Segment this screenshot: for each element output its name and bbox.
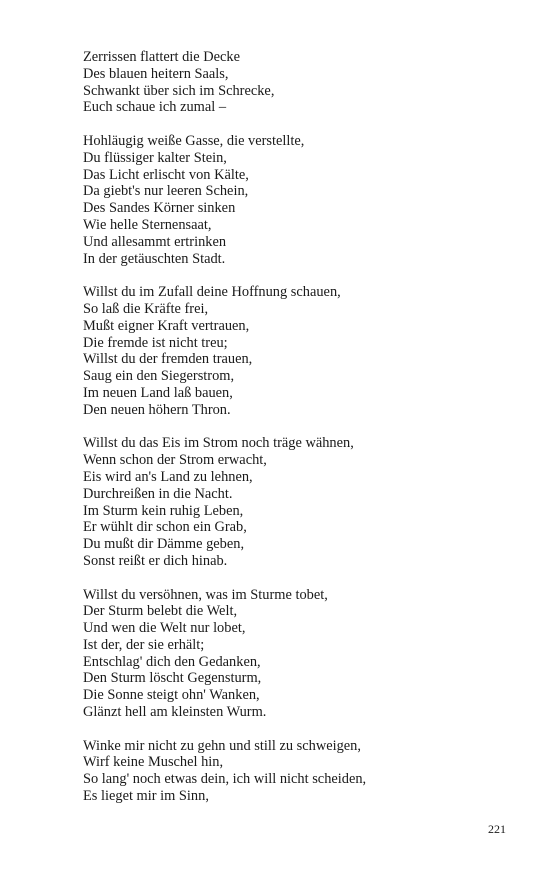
verse-line: Wirf keine Muschel hin, <box>83 754 224 771</box>
verse-line: Euch schaue ich zumal – <box>83 99 227 116</box>
verse-line: Glänzt hell am kleinsten Wurm. <box>83 704 267 721</box>
verse-line: Wenn schon der Strom erwacht, <box>83 452 267 469</box>
verse-line: Sonst reißt er dich hinab. <box>83 552 228 569</box>
verse-line: Den neuen höhern Thron. <box>83 401 231 418</box>
verse-line: Hohläugig weiße Gasse, die verstellte, <box>83 132 305 149</box>
verse-line: Den Sturm löscht Gegensturm, <box>83 670 262 687</box>
verse-line: Entschlag' dich den Gedanken, <box>83 653 261 670</box>
verse-line: Und allesammt ertrinken <box>83 233 227 250</box>
verse-line: Im neuen Land laß bauen, <box>83 384 233 401</box>
verse-line: Willst du versöhnen, was im Sturme tobet, <box>83 586 328 603</box>
poem-body <box>83 49 523 822</box>
verse-line: Des Sandes Körner sinken <box>83 200 236 217</box>
verse-line: Willst du im Zufall deine Hoffnung schauen, <box>83 284 341 301</box>
verse-line: Zerrissen flattert die Decke <box>83 49 241 65</box>
verse-line: In der getäuschten Stadt. <box>83 250 226 267</box>
stanza <box>83 738 523 805</box>
verse-line: Wie helle Sternensaat, <box>83 216 212 233</box>
verse-line: Des blauen heitern Saals, <box>83 65 229 82</box>
stanza <box>83 284 523 418</box>
verse-line: Du mußt dir Dämme geben, <box>83 536 245 553</box>
verse-line: So lang' noch etwas dein, ich will nicht scheiden, <box>83 771 367 788</box>
verse-line: Willst du der fremden trauen, <box>83 351 253 368</box>
verse-line: Ist der, der sie erhält; <box>83 636 205 653</box>
stanza <box>83 435 523 569</box>
verse-line: So laß die Kräfte frei, <box>83 300 209 317</box>
verse-line: Willst du das Eis im Strom noch träge wähnen, <box>83 435 354 452</box>
verse-line: Winke mir nicht zu gehn und still zu schweigen, <box>83 737 361 754</box>
verse-line: Schwankt über sich im Schrecke, <box>83 82 275 99</box>
verse-line: Du flüssiger kalter Stein, <box>83 149 227 166</box>
page-number: 221 <box>488 822 506 836</box>
verse-line: Und wen die Welt nur lobet, <box>83 620 246 637</box>
verse-line: Eis wird an's Land zu lehnen, <box>83 468 253 485</box>
verse-line: Die Sonne steigt ohn' Wanken, <box>83 687 260 704</box>
verse-line: Die fremde ist nicht treu; <box>83 334 228 351</box>
verse-line: Durchreißen in die Nacht. <box>83 485 233 502</box>
verse-line: Das Licht erlischt von Kälte, <box>83 166 249 183</box>
verse-line: Er wühlt dir schon ein Grab, <box>83 519 247 536</box>
verse-line: Im Sturm kein ruhig Leben, <box>83 502 244 519</box>
stanza <box>83 49 523 116</box>
verse-line: Saug ein den Siegerstrom, <box>83 368 235 385</box>
verse-line: Der Sturm belebt die Welt, <box>83 603 238 620</box>
verse-line: Es lieget mir im Sinn, <box>83 788 209 805</box>
verse-line: Da giebt's nur leeren Schein, <box>83 183 249 200</box>
verse-line: Mußt eigner Kraft vertrauen, <box>83 317 250 334</box>
stanza <box>83 133 523 267</box>
stanza <box>83 587 523 721</box>
